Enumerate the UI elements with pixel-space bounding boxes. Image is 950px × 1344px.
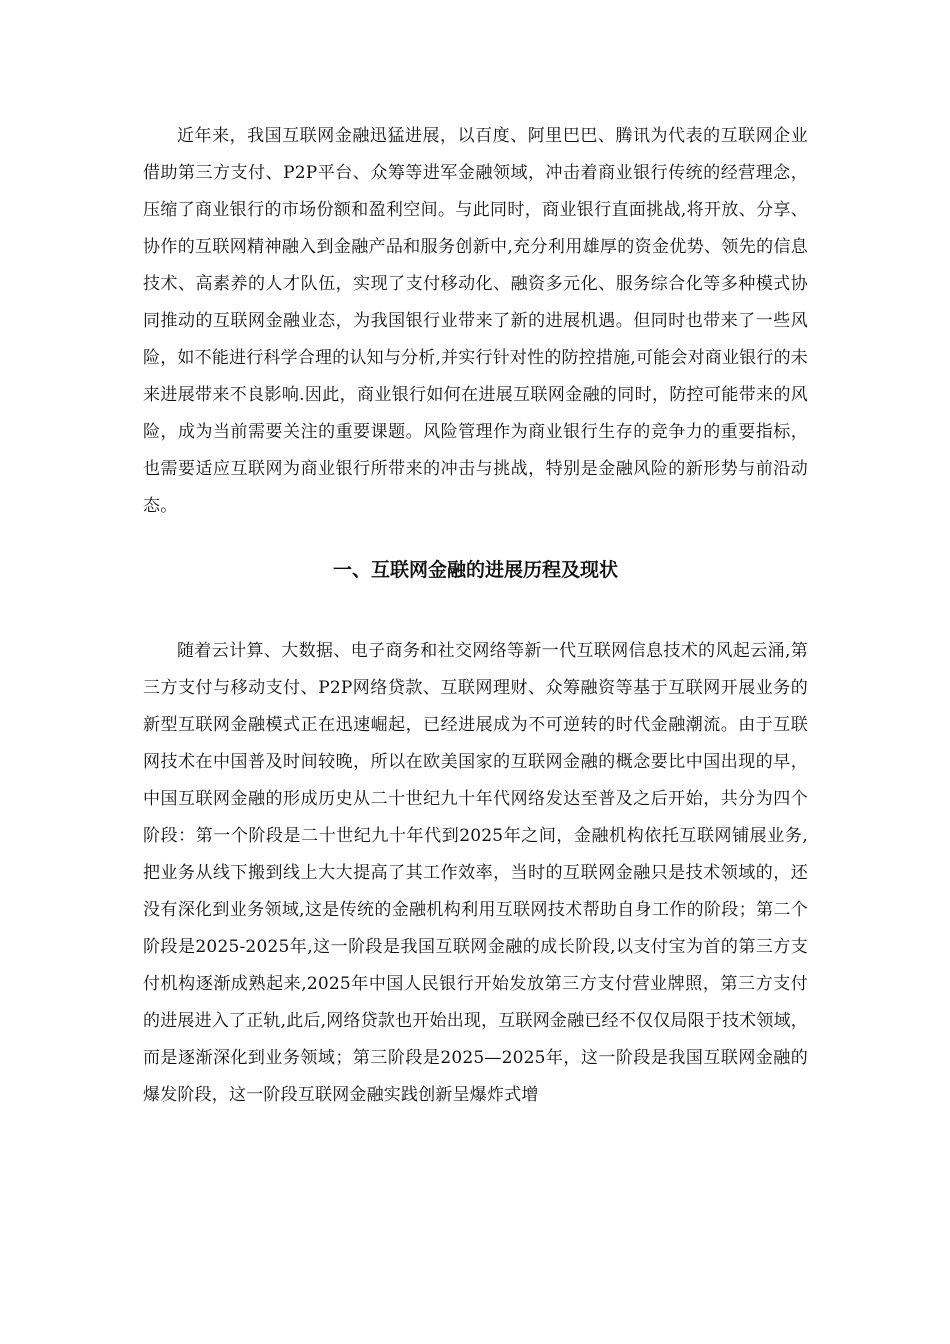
section-heading: 一、互联网金融的进展历程及现状 — [332, 559, 618, 581]
document-page — [143, 118, 808, 1114]
body-paragraph-history: 随着云计算、大数据、电子商务和社交网络等新一代互联网信息技术的风起云涌,第三方支付与移动支付、P2P网络贷款、互联网理财、众筹融资等基于互联网开展业务的新型互联网金融模式正在迅速崛起，已经进展成为不可逆转的时代金融潮流。由于互联网技术在中国普及时间较晚，所以在欧美国家的互联网金融的概念要比中国出现的早，中国互联网金融的形成历史从二十世纪九十年代网络发达至普及之后开始，共分为四个阶段：第一个阶段是二十世纪九十年代到2025年之间，金融机构依托互联网铺展业务,把业务从线下搬到线上大大提高了其工作效率，当时的互联网金融只是技术领域的，还没有深化到业务领域,这是传统的金融机构利用互联网技术帮助自身工作的阶段；第二个阶段是2025-2025年,这一阶段是我国互联网金融的成长阶段,以支付宝为首的第三方支付机构逐渐成熟起来,2025年中国人民银行开始发放第三方支付营业牌照，第三方支付的进展进入了正轨,此后,网络贷款也开始出现，互联网金融已经不仅仅局限于技术领域，而是逐渐深化到业务领域；第三阶段是2025—2025年，这一阶段是我国互联网金融的爆发阶段，这一阶段互联网金融实践创新呈爆炸式增 — [143, 641, 808, 1105]
body-paragraph-intro: 近年来，我国互联网金融迅猛进展，以百度、阿里巴巴、腾讯为代表的互联网企业借助第三方支付、P2P平台、众筹等进军金融领域，冲击着商业银行传统的经营理念，压缩了商业银行的市场份额和盈利空间。与此同时，商业银行直面挑战,将开放、分享、协作的互联网精神融入到金融产品和服务创新中,充分利用雄厚的资金优势、领先的信息技术、高素养的人才队伍，实现了支付移动化、融资多元化、服务综合化等多种模式协同推动的互联网金融业态，为我国银行业带来了新的进展机遇。但同时也带来了一些风险，如不能进行科学合理的认知与分析,并实行针对性的防控措施,可能会对商业银行的未来进展带来不良影响.因此，商业银行如何在进展互联网金融的同时，防控可能带来的风险，成为当前需要关注的重要课题。风险管理作为商业银行生存的竞争力的重要指标，也需要适应互联网为商业银行所带来的冲击与挑战，特别是金融风险的新形势与前沿动态。 — [143, 126, 808, 516]
